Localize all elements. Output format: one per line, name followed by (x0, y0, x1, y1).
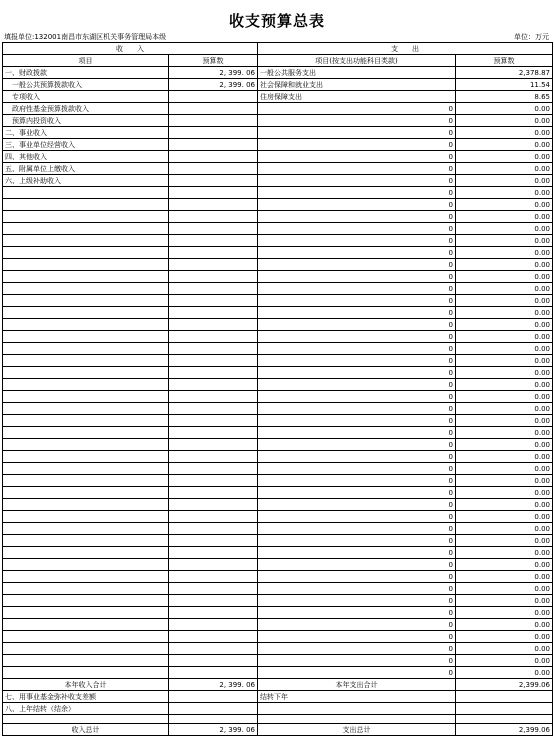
section-header-row (3, 43, 553, 55)
expense-value-cell: 0.00 (456, 415, 553, 427)
income-item-cell: 五、附属单位上缴收入 (3, 163, 169, 175)
income-value-cell (169, 439, 258, 451)
expense-item-cell: 0 (258, 667, 456, 679)
table-row (3, 115, 553, 127)
expense-item-cell: 0 (258, 427, 456, 439)
extra-expense-value (456, 691, 553, 703)
spacer-cell (3, 715, 169, 724)
income-item-cell (3, 367, 169, 379)
table-row (3, 511, 553, 523)
income-value-cell (169, 343, 258, 355)
expense-item-cell: 0 (258, 223, 456, 235)
expense-value-cell: 0.00 (456, 235, 553, 247)
income-item-cell (3, 247, 169, 259)
income-value-cell (169, 607, 258, 619)
expense-value-cell: 0.00 (456, 223, 553, 235)
table-row (3, 403, 553, 415)
expense-value-cell: 0.00 (456, 295, 553, 307)
expense-value-cell: 0.00 (456, 559, 553, 571)
income-item-cell: 一、财政拨款 (3, 67, 169, 79)
expense-item-cell: 0 (258, 319, 456, 331)
table-row (3, 319, 553, 331)
expense-value-cell: 0.00 (456, 163, 553, 175)
income-value-cell (169, 175, 258, 187)
extra-income-value (169, 691, 258, 703)
income-item-cell (3, 187, 169, 199)
table-row (3, 595, 553, 607)
income-value-cell (169, 547, 258, 559)
expense-section-header: 支 出 (258, 43, 553, 55)
expense-total-label: 本年支出合计 (258, 679, 456, 691)
expense-value-cell: 0.00 (456, 667, 553, 679)
income-item-cell: 预算内投资收入 (3, 115, 169, 127)
expense-item-cell: 0 (258, 379, 456, 391)
income-item-cell (3, 667, 169, 679)
income-item-cell: 三、事业单位经营收入 (3, 139, 169, 151)
income-item-cell (3, 319, 169, 331)
income-value-cell (169, 451, 258, 463)
income-value-cell (169, 199, 258, 211)
income-item-cell (3, 211, 169, 223)
budget-table-body (3, 43, 553, 736)
income-value-cell (169, 103, 258, 115)
expense-value-cell: 0.00 (456, 103, 553, 115)
currency-unit: 单位：万元 (514, 33, 549, 41)
table-row (3, 463, 553, 475)
income-item-cell: 一般公共预算拨款收入 (3, 79, 169, 91)
expense-item-cell: 0 (258, 559, 456, 571)
table-row (3, 283, 553, 295)
income-item-cell: 专项收入 (3, 91, 169, 103)
expense-value-cell: 0.00 (456, 571, 553, 583)
expense-item-cell: 0 (258, 571, 456, 583)
income-value-cell (169, 523, 258, 535)
income-item-cell (3, 379, 169, 391)
expense-item-cell: 0 (258, 475, 456, 487)
table-row (3, 259, 553, 271)
expense-value-cell: 0.00 (456, 355, 553, 367)
income-value-cell (169, 487, 258, 499)
totals-row (3, 679, 553, 691)
income-item-cell (3, 295, 169, 307)
expense-value-cell: 0.00 (456, 463, 553, 475)
income-value-cell (169, 499, 258, 511)
income-item-cell (3, 271, 169, 283)
expense-value-cell: 0.00 (456, 607, 553, 619)
expense-item-cell: 一般公共服务支出 (258, 67, 456, 79)
expense-item-cell: 0 (258, 187, 456, 199)
income-item-cell (3, 403, 169, 415)
expense-value-cell: 0.00 (456, 583, 553, 595)
income-total-label: 本年收入合计 (3, 679, 169, 691)
income-item-cell (3, 307, 169, 319)
expense-item-cell: 0 (258, 163, 456, 175)
expense-value-cell: 0.00 (456, 271, 553, 283)
expense-value-cell: 0.00 (456, 595, 553, 607)
income-value-cell (169, 271, 258, 283)
income-value-cell (169, 355, 258, 367)
income-value-cell (169, 571, 258, 583)
table-row (3, 247, 553, 259)
income-item-cell (3, 343, 169, 355)
table-row (3, 619, 553, 631)
expense-item-cell: 0 (258, 511, 456, 523)
income-item-header: 项目 (3, 55, 169, 67)
expense-item-cell: 0 (258, 103, 456, 115)
income-item-cell (3, 439, 169, 451)
income-value-cell (169, 475, 258, 487)
income-item-cell (3, 331, 169, 343)
expense-item-cell: 0 (258, 355, 456, 367)
expense-item-cell: 住房保障支出 (258, 91, 456, 103)
income-value-cell (169, 319, 258, 331)
expense-total-value: 2,399.06 (456, 679, 553, 691)
income-item-cell (3, 415, 169, 427)
table-row (3, 655, 553, 667)
extra-row (3, 691, 553, 703)
income-item-cell (3, 355, 169, 367)
income-item-cell (3, 547, 169, 559)
extra-income-label: 八、上年结转（结余） (3, 703, 169, 715)
page-title: 收支预算总表 (228, 12, 325, 30)
income-item-cell (3, 235, 169, 247)
income-item-cell (3, 451, 169, 463)
income-value-cell (169, 595, 258, 607)
income-value-cell (169, 463, 258, 475)
expense-value-cell: 0.00 (456, 211, 553, 223)
expense-item-cell: 0 (258, 175, 456, 187)
spacer-cell (456, 715, 553, 724)
table-row (3, 91, 553, 103)
expense-item-cell: 0 (258, 283, 456, 295)
income-budget-header: 预算数 (169, 55, 258, 67)
income-value-cell (169, 559, 258, 571)
table-row (3, 163, 553, 175)
expense-item-cell: 0 (258, 463, 456, 475)
table-row (3, 343, 553, 355)
spacer-cell (169, 715, 258, 724)
income-value-cell (169, 259, 258, 271)
grand-income-label: 收入总计 (3, 724, 169, 736)
income-item-cell (3, 199, 169, 211)
income-value-cell (169, 427, 258, 439)
grand-expense-value: 2,399.06 (456, 724, 553, 736)
table-row (3, 571, 553, 583)
extra-expense-label (258, 703, 456, 715)
expense-value-cell: 0.00 (456, 439, 553, 451)
table-row (3, 331, 553, 343)
table-row (3, 607, 553, 619)
income-item-cell: 政府性基金预算拨款收入 (3, 103, 169, 115)
expense-value-cell: 0.00 (456, 655, 553, 667)
income-section-header: 收 入 (3, 43, 258, 55)
income-value-cell (169, 631, 258, 643)
expense-item-cell: 0 (258, 115, 456, 127)
grand-income-value: 2, 399. 06 (169, 724, 258, 736)
income-value-cell (169, 643, 258, 655)
expense-item-cell: 0 (258, 403, 456, 415)
table-row (3, 535, 553, 547)
income-value-cell (169, 283, 258, 295)
income-value-cell: 2, 399. 06 (169, 67, 258, 79)
table-row (3, 547, 553, 559)
income-value-cell: 2, 399. 06 (169, 79, 258, 91)
expense-item-cell: 0 (258, 127, 456, 139)
expense-item-cell: 0 (258, 235, 456, 247)
expense-item-cell: 0 (258, 619, 456, 631)
table-row (3, 235, 553, 247)
expense-value-cell: 0.00 (456, 139, 553, 151)
income-item-cell (3, 595, 169, 607)
income-item-cell (3, 619, 169, 631)
income-value-cell (169, 535, 258, 547)
expense-item-cell: 社会保障和就业支出 (258, 79, 456, 91)
table-row (3, 175, 553, 187)
expense-item-cell: 0 (258, 523, 456, 535)
table-row (3, 439, 553, 451)
income-value-cell (169, 403, 258, 415)
table-row (3, 103, 553, 115)
expense-value-cell: 0.00 (456, 199, 553, 211)
spacer-row (3, 715, 553, 724)
expense-value-cell: 0.00 (456, 535, 553, 547)
expense-value-cell: 0.00 (456, 151, 553, 163)
expense-value-cell: 8.65 (456, 91, 553, 103)
table-row (3, 583, 553, 595)
income-value-cell (169, 235, 258, 247)
table-row (3, 499, 553, 511)
budget-table (2, 42, 553, 736)
expense-value-cell: 0.00 (456, 127, 553, 139)
expense-item-cell: 0 (258, 199, 456, 211)
expense-item-cell: 0 (258, 343, 456, 355)
income-item-cell (3, 391, 169, 403)
income-value-cell (169, 667, 258, 679)
expense-item-cell: 0 (258, 271, 456, 283)
table-row (3, 667, 553, 679)
income-value-cell (169, 511, 258, 523)
extra-expense-value (456, 703, 553, 715)
table-row (3, 211, 553, 223)
expense-value-cell: 0.00 (456, 343, 553, 355)
expense-value-cell: 0.00 (456, 547, 553, 559)
expense-value-cell: 0.00 (456, 631, 553, 643)
expense-item-cell: 0 (258, 439, 456, 451)
income-item-cell (3, 259, 169, 271)
income-value-cell (169, 127, 258, 139)
income-item-cell (3, 607, 169, 619)
table-row (3, 199, 553, 211)
expense-value-cell: 0.00 (456, 403, 553, 415)
table-row (3, 139, 553, 151)
expense-value-cell: 0.00 (456, 307, 553, 319)
income-item-cell (3, 523, 169, 535)
table-row (3, 295, 553, 307)
income-value-cell (169, 379, 258, 391)
income-value-cell (169, 307, 258, 319)
income-value-cell (169, 187, 258, 199)
income-value-cell (169, 139, 258, 151)
expense-item-cell: 0 (258, 259, 456, 271)
income-value-cell (169, 247, 258, 259)
table-row (3, 475, 553, 487)
spacer-cell (258, 715, 456, 724)
extra-income-label: 七、用事业基金弥补收支差额 (3, 691, 169, 703)
expense-budget-header: 预算数 (456, 55, 553, 67)
table-row (3, 427, 553, 439)
income-item-cell: 四、其他收入 (3, 151, 169, 163)
income-value-cell (169, 151, 258, 163)
income-value-cell (169, 583, 258, 595)
table-row (3, 271, 553, 283)
income-item-cell (3, 427, 169, 439)
table-row (3, 487, 553, 499)
expense-item-cell: 0 (258, 367, 456, 379)
expense-value-cell: 0.00 (456, 187, 553, 199)
income-item-cell: 二、事业收入 (3, 127, 169, 139)
expense-value-cell: 11.54 (456, 79, 553, 91)
income-value-cell (169, 115, 258, 127)
table-row (3, 151, 553, 163)
table-row (3, 391, 553, 403)
income-item-cell (3, 655, 169, 667)
expense-value-cell: 0.00 (456, 319, 553, 331)
table-row (3, 415, 553, 427)
expense-value-cell: 0.00 (456, 259, 553, 271)
expense-item-cell: 0 (258, 643, 456, 655)
expense-value-cell: 0.00 (456, 475, 553, 487)
income-value-cell (169, 415, 258, 427)
income-item-cell (3, 643, 169, 655)
table-row (3, 307, 553, 319)
income-value-cell (169, 331, 258, 343)
expense-value-cell: 0.00 (456, 619, 553, 631)
expense-value-cell: 0.00 (456, 511, 553, 523)
income-value-cell (169, 295, 258, 307)
expense-value-cell: 0.00 (456, 391, 553, 403)
income-item-cell (3, 511, 169, 523)
table-row (3, 127, 553, 139)
expense-value-cell: 0.00 (456, 379, 553, 391)
extra-income-value (169, 703, 258, 715)
expense-item-cell: 0 (258, 307, 456, 319)
table-row (3, 451, 553, 463)
table-row (3, 67, 553, 79)
expense-value-cell: 2,378.87 (456, 67, 553, 79)
income-item-cell: 六、上级补助收入 (3, 175, 169, 187)
expense-item-cell: 0 (258, 595, 456, 607)
income-item-cell (3, 499, 169, 511)
expense-item-cell: 0 (258, 655, 456, 667)
expense-item-cell: 0 (258, 499, 456, 511)
expense-item-cell: 0 (258, 139, 456, 151)
income-item-cell (3, 475, 169, 487)
expense-value-cell: 0.00 (456, 427, 553, 439)
expense-item-cell: 0 (258, 547, 456, 559)
income-value-cell (169, 619, 258, 631)
expense-value-cell: 0.00 (456, 499, 553, 511)
table-row (3, 355, 553, 367)
table-row (3, 631, 553, 643)
expense-value-cell: 0.00 (456, 523, 553, 535)
expense-item-cell: 0 (258, 607, 456, 619)
expense-item-cell: 0 (258, 151, 456, 163)
expense-item-cell: 0 (258, 487, 456, 499)
expense-item-cell: 0 (258, 391, 456, 403)
income-item-cell (3, 535, 169, 547)
income-value-cell (169, 223, 258, 235)
expense-item-cell: 0 (258, 211, 456, 223)
grand-total-row (3, 724, 553, 736)
income-value-cell (169, 367, 258, 379)
expense-item-cell: 0 (258, 295, 456, 307)
income-item-cell (3, 463, 169, 475)
income-value-cell (169, 91, 258, 103)
expense-value-cell: 0.00 (456, 451, 553, 463)
income-item-cell (3, 487, 169, 499)
table-row (3, 523, 553, 535)
expense-item-cell: 0 (258, 331, 456, 343)
expense-value-cell: 0.00 (456, 247, 553, 259)
expense-item-cell: 0 (258, 451, 456, 463)
expense-value-cell: 0.00 (456, 487, 553, 499)
table-row (3, 559, 553, 571)
column-header-row (3, 55, 553, 67)
grand-expense-label: 支出总计 (258, 724, 456, 736)
table-row (3, 187, 553, 199)
table-row (3, 367, 553, 379)
expense-value-cell: 0.00 (456, 643, 553, 655)
expense-item-cell: 0 (258, 535, 456, 547)
table-row (3, 379, 553, 391)
table-row (3, 643, 553, 655)
income-total-value: 2, 399. 06 (169, 679, 258, 691)
income-item-cell (3, 583, 169, 595)
expense-item-cell: 0 (258, 415, 456, 427)
table-row (3, 79, 553, 91)
income-item-cell (3, 223, 169, 235)
expense-item-cell: 0 (258, 631, 456, 643)
income-value-cell (169, 391, 258, 403)
income-item-cell (3, 559, 169, 571)
expense-value-cell: 0.00 (456, 331, 553, 343)
extra-expense-label: 结转下年 (258, 691, 456, 703)
income-item-cell (3, 631, 169, 643)
income-value-cell (169, 211, 258, 223)
expense-value-cell: 0.00 (456, 115, 553, 127)
expense-value-cell: 0.00 (456, 367, 553, 379)
expense-item-header: 项目(按支出功能科目类款) (258, 55, 456, 67)
income-item-cell (3, 283, 169, 295)
expense-value-cell: 0.00 (456, 283, 553, 295)
expense-item-cell: 0 (258, 247, 456, 259)
reporting-unit: 填报单位:132001南昌市东湖区机关事务管理局本级 (4, 33, 167, 41)
table-row (3, 223, 553, 235)
expense-value-cell: 0.00 (456, 175, 553, 187)
expense-item-cell: 0 (258, 583, 456, 595)
extra-row (3, 703, 553, 715)
income-value-cell (169, 163, 258, 175)
income-value-cell (169, 655, 258, 667)
income-item-cell (3, 571, 169, 583)
